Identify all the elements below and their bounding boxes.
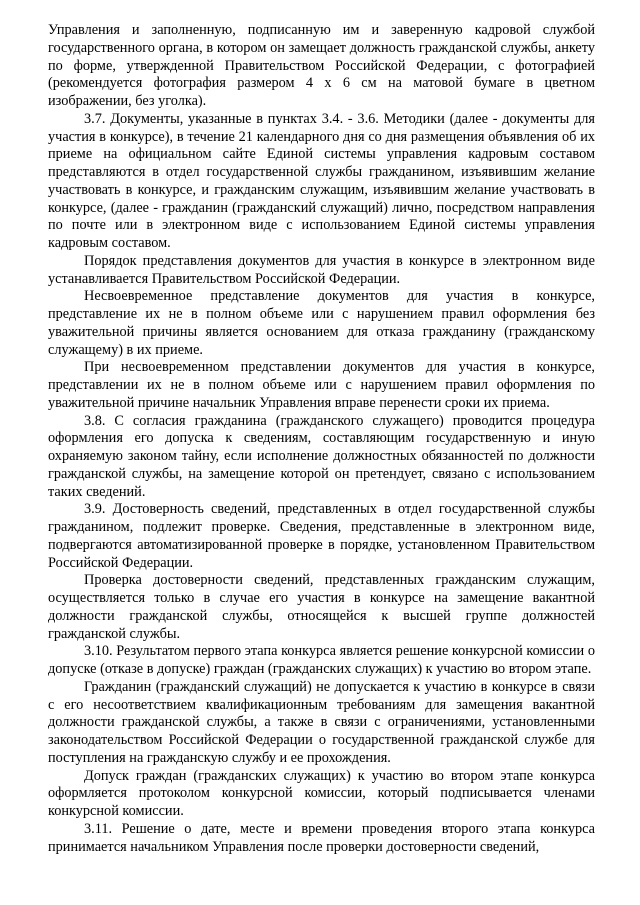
paragraph-electronic-submission: Порядок представления документов для участия в конкурсе в электронном виде устанавливается Правительством Российской Федерации. (48, 252, 595, 287)
paragraph-non-admission: Гражданин (гражданский служащий) не допускается к участию в конкурсе в связи с его несоответствием квалификационным требованиям для замещения вакантной должности гражданской службы, а также в связи с ограничениями, установленными законодательством Российской Федерации о государственной гражданской службе для поступления на гражданскую службу и ее прохождения. (48, 678, 595, 766)
paragraph-3-10: 3.10. Результатом первого этапа конкурса является решение конкурсной комиссии о допуске (отказе в допуске) граждан (гражданских служащих) к участию во втором этапе. (48, 643, 595, 677)
paragraph-continuation: Управления и заполненную, подписанную им и заверенную кадровой службой государственного органа, в котором он замещает должность гражданской службы, анкету по форме, утвержденной Правительством Российской Федерации, с фотографией (рекомендуется фотография размером 4 х 6 см на матовой бумаге в цветном изображении, без уголка). (48, 22, 595, 109)
paragraph-3-9: 3.9. Достоверность сведений, представленных в отдел государственной службы гражданином, подлежит проверке. Сведения, представленные в электронном виде, подвергаются автоматизированной проверке в порядке, установленном Правительством Российской Федерации. (48, 501, 595, 571)
paragraph-admission-protocol: Допуск граждан (гражданских служащих) к участию во втором этапе конкурса оформляется протоколом конкурсной комиссии, который подписывается членами конкурсной комиссии. (48, 767, 595, 819)
paragraph-verification: Проверка достоверности сведений, представленных гражданским служащим, осуществляется только в случае его участия в конкурсе на замещение вакантной должности гражданской службы, относящейся к высшей группе должностей гражданской службы. (48, 572, 595, 642)
paragraph-3-8: 3.8. С согласия гражданина (гражданского служащего) проводится процедура оформления его допуска к сведениям, составляющим государственную и иную охраняемую законом тайну, если исполнение должностных обязанностей по должности гражданской службы, на замещение которой он претендует, связано с использованием таких сведений. (48, 412, 595, 500)
paragraph-3-11: 3.11. Решение о дате, месте и времени проведения второго этапа конкурса принимается начальником Управления после проверки достоверности сведений, (48, 820, 595, 855)
document-page (48, 22, 595, 856)
paragraph-3-7: 3.7. Документы, указанные в пунктах 3.4. - 3.6. Методики (далее - документы для участия в конкурсе), в течение 21 календарного дня со дня размещения объявления об их приеме на официальном сайте Единой системы управления кадровым составом представляются в отдел государственной службы гражданином, изъявившим желание участвовать в конкурсе, и гражданским служащим, изъявившим желание участвовать в конкурсе, (далее - гражданин (гражданский служащий) лично, посредством направления по почте или в электронном виде с использованием Единой системы управления кадровым составом. (48, 110, 595, 251)
paragraph-refusal: Несвоевременное представление документов для участия в конкурсе, представление их не в полном объеме или с нарушением правил оформления без уважительной причины является основанием для отказа гражданину (гражданскому служащему) в их приеме. (48, 288, 595, 358)
paragraph-deadline-extension: При несвоевременном представлении документов для участия в конкурсе, представлении их не в полном объеме или с нарушением правил оформления по уважительной причине начальник Управления вправе перенести сроки их приема. (48, 359, 595, 411)
